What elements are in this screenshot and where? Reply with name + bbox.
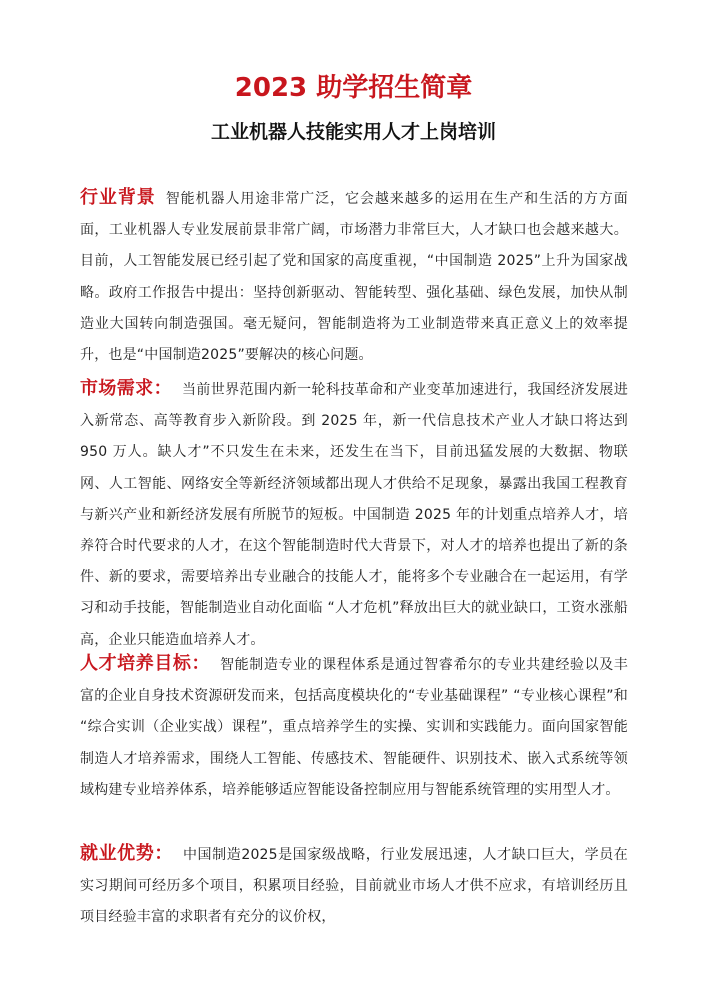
section-heading: 人才培养目标： (80, 653, 211, 674)
page-title: 2023 助学招生简章 (234, 73, 473, 103)
page-subtitle: 工业机器人技能实用人才上岗培训 (210, 121, 496, 143)
section-heading: 市场需求： (80, 378, 172, 399)
section-body: 智能机器人用途非常广泛，它会越来越多的运用在生产和生活的方方面面，工业机器人专业发展前景非常广阔，市场潜力非常巨大，人才缺口也会越来越大。目前，人工智能发展已经引起了党和国家的高度重视，“中国制造 2025”上升为国家战略。政府工作报告中提出：坚持创新驱动、智能转型、强化基础、绿色发展，加快从制造业大国转向制造强国。毫无疑问，智能制造将为工业制造带来真正意义上的效率提升，也是“中国制造2025”要解决的核心问题。 (80, 191, 628, 364)
section-body: 中国制造2025是国家级战略，行业发展迅速，人才缺口巨大，学员在实习期间可经历多个项目，积累项目经验，目前就业市场人才供不应求，有培训经历且项目经验丰富的求职者有充分的议价权， (80, 847, 628, 926)
section-body: 当前世界范围内新一轮科技革命和产业变革加速进行，我国经济发展进入新常态、高等教育步入新阶段。到 2025 年，新一代信息技术产业人才缺口将达到 950 万人。缺人才”不只发生在未来，还发生在当下，目前迅猛发展的大数据、物联网、人工智能、网络安全等新经济领域都出现人才供给不足现象，暴露出我国工程教育与新兴产业和新经济发展有所脱节的短板。中国制造 2025 年的计划重点培养人才，培养符合时代要求的人才，在这个智能制造时代大背景下，对人才的培养也提出了新的条件、新的要求，需要培养出专业融合的技能人才，能将多个专业融合在一起运用，有学习和动手技能，智能制造业自动化面临 “人才危机”释放出巨大的就业缺口，工资水涨船高，企业只能造血培养人才。 (80, 382, 629, 648)
section-talent-goals (80, 648, 628, 806)
section-employment-advantages (80, 838, 628, 934)
section-market-demand (80, 373, 628, 656)
section-heading: 行业背景 (80, 187, 156, 208)
section-body: 智能制造专业的课程体系是通过智睿希尔的专业共建经验以及丰富的企业自身技术资源研发而来，包括高度模块化的“专业基础课程” “专业核心课程”和 “综合实训（企业实战）课程”，重点培养学生的实操、实训和实践能力。面向国家智能制造人才培养需求，围绕人工智能、传感技术、智能硬件、识别技术、嵌入式系统等领域构建专业培养体系，培养能够适应智能设备控制应用与智能系统管理的实用型人才。 (80, 657, 628, 798)
section-industry-background (80, 182, 628, 371)
section-heading: 就业优势： (80, 843, 173, 864)
